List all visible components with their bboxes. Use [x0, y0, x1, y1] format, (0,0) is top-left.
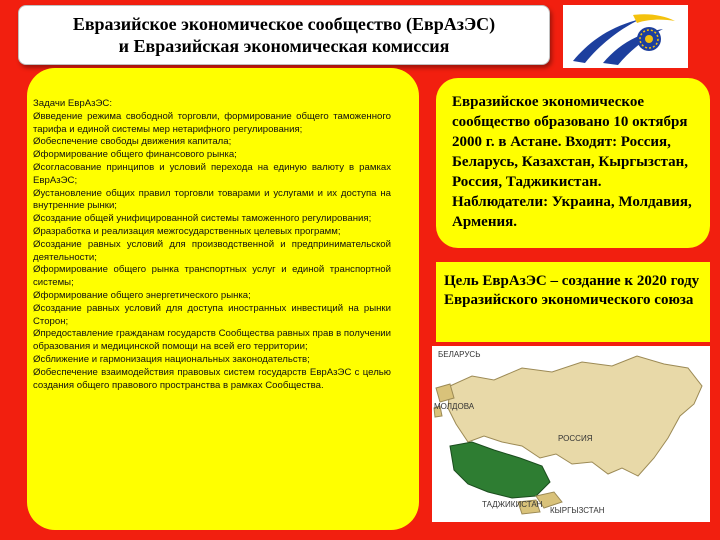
task-item: Øвведение режима свободной торговли, формирование общего таможенного тарифа и единой системы мер нетарифного регулирования;	[33, 110, 391, 135]
task-item: Øформирование общего финансового рынка;	[33, 149, 237, 161]
tasks-list	[33, 98, 391, 392]
eurasec-logo	[563, 5, 688, 68]
task-item: Øсближение и гармонизация национальных законодательств;	[33, 353, 310, 365]
task-item: Øформирование общего энергетического рынка;	[33, 289, 251, 301]
task-item: Øразработка и реализация межгосударственных целевых программ;	[33, 225, 341, 237]
eurasec-logo-icon	[563, 5, 688, 68]
title-line-2: и Евразийская экономическая комиссия	[118, 36, 450, 56]
task-item: Øформирование общего рынка транспортных услуг и единой транспортной системы;	[33, 264, 391, 289]
page-title	[18, 5, 550, 65]
task-item: Øустановление общих правил торговли товарами и услугами и их доступа на внутренние рынки;	[33, 187, 391, 212]
map-label-belarus: БЕЛАРУСЬ	[438, 350, 481, 359]
map-label-moldova: МОЛДОВА	[434, 402, 475, 411]
eurasec-map	[432, 346, 710, 522]
task-item: Øобеспечение взаимодействия правовых систем государств ЕврАзЭС с целью создания общего правового пространства в рамках Сообщества.	[33, 366, 391, 391]
founding-text: Евразийское экономическое сообщество образовано 10 октября 2000 г. в Астане. Входят: Россия, Беларусь, Казахстан, Кыргызстан, Россия, Таджикистан. Наблюдатели: Украина, Молдавия, Армения.	[452, 94, 692, 230]
tasks-heading: Задачи ЕврАзЭС:	[33, 98, 112, 109]
goal-text: Цель ЕврАзЭС – создание к 2020 году Евразийского экономического союза	[444, 273, 700, 308]
title-line-1: Евразийское экономическое сообщество (ЕврАзЭС)	[72, 14, 496, 34]
task-item: Øобеспечение свободы движения капитала;	[33, 136, 232, 148]
map-label-russia: РОССИЯ	[558, 434, 593, 443]
task-item: Øпредоставление гражданам государств Сообщества равных прав в получении образования и медицинской помощи на всей его территории;	[33, 328, 391, 353]
task-item: Øсоздание равных условий для доступа иностранных инвестиций на рынки Сторон;	[33, 302, 391, 327]
founding-panel	[436, 78, 710, 248]
task-item: Øсоздание общей унифицированной системы таможенного регулирования;	[33, 213, 372, 225]
map-label-tajikistan: ТАДЖИКИСТАН	[482, 500, 543, 509]
task-item: Øсоздание равных условий для производственной и предпринимательской деятельности;	[33, 238, 391, 263]
goal-panel	[436, 262, 710, 342]
map-label-kyrgyzstan: КЫРГЫЗСТАН	[550, 506, 605, 515]
task-item: Øсогласование принципов и условий перехода на единую валюту в рамках ЕврАзЭС;	[33, 161, 391, 186]
